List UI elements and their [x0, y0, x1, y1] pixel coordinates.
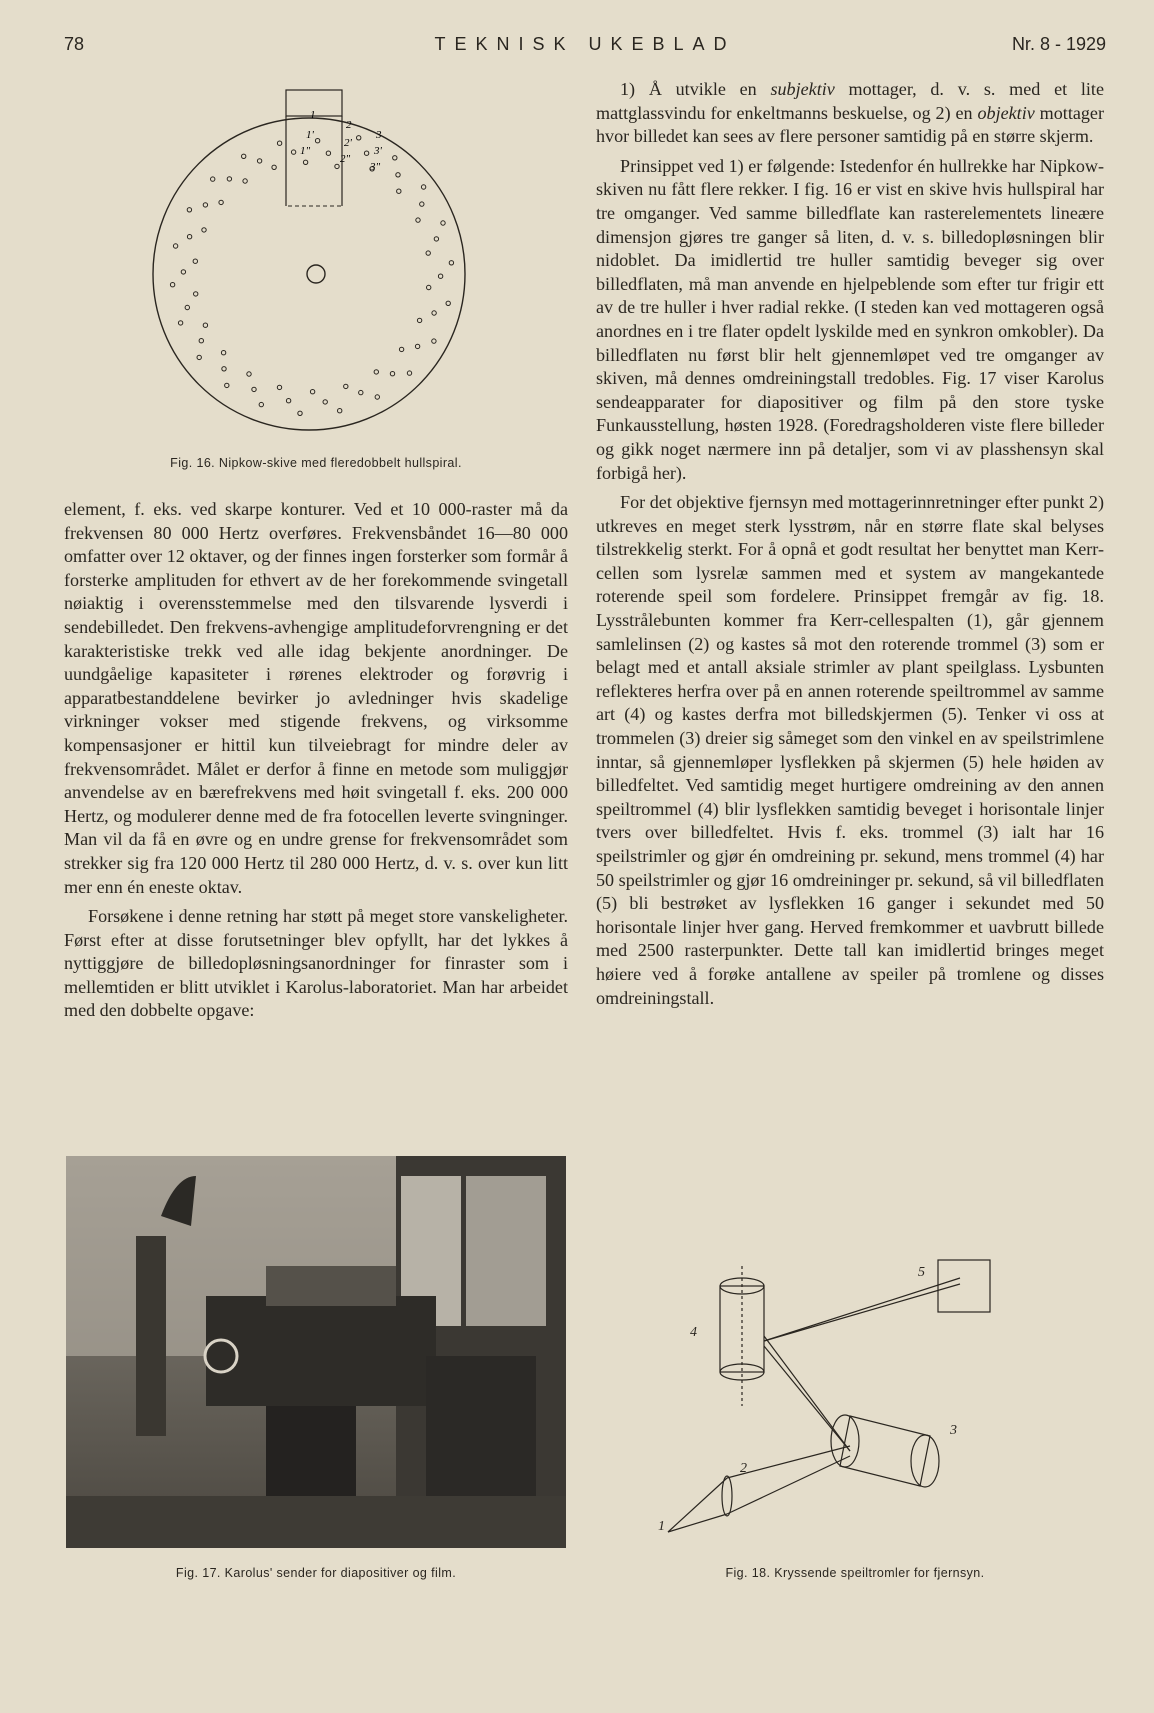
- spiral-hole: [291, 150, 295, 154]
- disc-hub: [307, 265, 325, 283]
- spiral-hole: [375, 395, 379, 399]
- spiral-hole: [310, 390, 314, 394]
- spiral-hole: [170, 283, 174, 287]
- spiral-hole: [185, 305, 189, 309]
- spiral-hole: [407, 371, 411, 375]
- spiral-hole: [187, 208, 191, 212]
- spiral-hole: [178, 321, 182, 325]
- spiral-hole: [357, 136, 361, 140]
- spiral-hole: [194, 292, 198, 296]
- label-4: 4: [690, 1325, 697, 1340]
- hole-label: 1: [310, 109, 316, 121]
- paragraph: element, f. eks. ved skarpe konturer. Ved et 10 000-raster må da frekvensen 80 000 Hertz overføres. Frekvensbåndet 16—80 000 omfatter over 12 oktaver, og der finnes ingen forsterker som formår å forsterke amplituden for ethvert av de her forekommende svingetall nøiaktig i overensstemmelse med den tilsvarende lysverdi i sendebilledet. Den frekvens-avhengige amplitudeforvrengning er det karakteristiske trekk ved alle idag bekjente anordninger. De uundgåelige kapasiteter i rørenes elektroder og forøvrig i apparatbestanddelene bevirker jo avledninger hvis skadelige virkninger vokser med stigende frekvens, og virksomme kompensasjoner er hittil kun tilveiebragt for mindre deler av frekvensområdet. Målet er derfor å finne en metode som muliggjør anvendelse av en bærefrekvens med høit svingetall f. eks. 200 000 Hertz, og modulerer denne med de fra fotocellen leverte svingninger. Man vil da få en øvre og en undre grense for frekvensområdet som strekker sig fra 120 000 Hertz til 280 000 Hertz, d. v. s. over kun litt mer enn én eneste oktav.: [64, 499, 568, 897]
- spiral-hole: [390, 372, 394, 376]
- paragraph: For det objektive fjernsyn med mottagerinnretninger efter punkt 2) utkreves en meget sterk lysstrøm, når en større flate skal belyses tilstrekkelig sterkt. For å opnå et godt resultat her benyttet man Kerr-cellen som lysrelæ sammen med et system av mangekantede roterende speil som fordelere. Prinsippet fremgår av fig. 18. Lysstrålebunten kommer fra Kerr-cellespalten (1), går gjennem samlelinsen (2) og kastes så mot den roterende trommel (3) som er belagt med et antall aksiale strimler av plant speilglass. Lysbunten reflekteres herfra over på en annen roterende speiltrommel av samme art (4) og kastes derfra mot billedskjermen (5). Tenker vi oss at trommelen (3) dreier sig såmeget som den vinkel en av speilstrimlene inntar, så gjennemløper lysflekken på skjermen (5) hele høiden av billedfeltet. Ved samtidig meget hurtigere omdreining av den annen speiltrommel (4) blir lysflekken samtidig beveget i horisontale linjer tvers over billedfeltet. Hvis f. eks. trommel (3) ialt har 16 speilstrimler og gjør én omdreining pr. sekund, mens trommel (4) har 50 speilstrimler og gjør 16 omdreininger pr. sekund, så vil billedflaten (5) bli bestrøket av lysflekken 16 ganger i sekundet med 50 horisontale linjer hver gang. Herved fremkommer et uavbrutt billede med 2500 rasterpunkter. Dette tall kan imidlertid bringes meget høiere ved å forøke antallene av speiler på tromlene og disses omdreiningstall.: [596, 492, 1104, 1008]
- spiral-hole: [323, 400, 327, 404]
- spiral-hole: [415, 344, 419, 348]
- spiral-hole: [438, 274, 442, 278]
- spiral-hole: [181, 270, 185, 274]
- hole-label: 3": [370, 161, 381, 173]
- spiral-hole: [303, 160, 307, 164]
- spiral-hole: [277, 385, 281, 389]
- figure-18-mirror-drums: [660, 1246, 1060, 1556]
- hole-label: 1": [300, 145, 311, 157]
- spiral-hole: [221, 351, 225, 355]
- hole-label: 2": [340, 153, 351, 165]
- spiral-hole: [203, 203, 207, 207]
- spiral-hole: [252, 387, 256, 391]
- left-column: [64, 498, 568, 1023]
- page-header: [64, 34, 1106, 60]
- figure-17-caption: Fig. 17. Karolus' sender for diapositiver og film.: [175, 1566, 457, 1580]
- spiral-hole: [335, 164, 339, 168]
- spiral-hole: [344, 384, 348, 388]
- spiral-hole: [374, 370, 378, 374]
- hole-label: 3: [376, 129, 382, 141]
- disc-outline: [153, 118, 465, 430]
- right-column: [596, 78, 1104, 1010]
- spiral-hole: [326, 151, 330, 155]
- spiral-hole: [286, 399, 290, 403]
- paragraph: Prinsippet ved 1) er følgende: Istedenfor én hullrekke har Nipkow-skiven nu fått flere rekker. I fig. 16 er vist en skive hvis hullspiral har tre omganger. Ved samme billedflate kan rasterelementets lineære dimensjon gjøres tre ganger så liten, d. v. s. billedopløsningen blir nidoblet. Da imidlertid tre huller samtidig beveger sig over billedflaten, må man anvende en hjelpeblende som efter tur frigir ett av de tre huller i hver radial rekke. (I steden kan ved mottageren også anordnes en i tre flater opdelt lyskilde med en synkron omkobler). Da billedflaten nu først blir helt gjennemløpet ved tre omganger av skiven, må dennes omdreiningstall tredobles. Fig. 17 viser Karolus sendeapparater for diapositiver og film på den store tyske Funkausstellung, høsten 1928. (Foredragsholderen viste flere billeder og gikk noget nærmere inn på detaljer, som vi av plasshensyn skal forbigå her).: [596, 155, 1104, 483]
- spiral-hole: [243, 179, 247, 183]
- spiral-hole: [173, 244, 177, 248]
- spiral-hole: [446, 301, 450, 305]
- spiral-hole: [434, 237, 438, 241]
- figure-16-nipkow-disc: [148, 88, 470, 440]
- spiral-hole: [417, 318, 421, 322]
- image-field: [286, 116, 342, 206]
- spiral-hole: [426, 251, 430, 255]
- spiral-hole: [449, 261, 453, 265]
- paragraph: Forsøkene i denne retning har støtt på meget store vanskeligheter. Først efter at disse forutsetninger blev opfyllt, har det lykkes å nyttiggjøre de billedopløsningsanordninger for finraster som i mellemtiden er blitt utviklet i Karolus-laboratoriet. Man har arbeidet med den dobbelte opgave:: [64, 906, 568, 1021]
- issue-number: Nr. 8 - 1929: [1011, 34, 1106, 54]
- spiral-hole: [193, 259, 197, 263]
- spiral-hole: [416, 218, 420, 222]
- hole-label: 1': [306, 129, 314, 141]
- spiral-hole: [359, 390, 363, 394]
- label-5: 5: [918, 1265, 925, 1280]
- figure-16-caption: Fig. 16. Nipkow-skive med fleredobbelt hullspiral.: [170, 456, 462, 470]
- journal-title: TEKNISK UKEBLAD: [434, 34, 736, 54]
- spiral-hole: [197, 355, 201, 359]
- spiral-hole: [242, 154, 246, 158]
- screen-5: [938, 1260, 990, 1312]
- spiral-hole: [420, 202, 424, 206]
- figure-18-caption: Fig. 18. Kryssende speiltromler for fjernsyn.: [725, 1566, 985, 1580]
- spiral-hole: [199, 339, 203, 343]
- spiral-hole: [202, 228, 206, 232]
- spiral-hole: [277, 141, 281, 145]
- spiral-hole: [222, 367, 226, 371]
- spiral-hole: [211, 177, 215, 181]
- hole-label: 2: [346, 119, 352, 131]
- spiral-hole: [421, 185, 425, 189]
- spiral-hole: [338, 409, 342, 413]
- spiral-hole: [259, 402, 263, 406]
- spiral-hole: [397, 189, 401, 193]
- spiral-hole: [247, 372, 251, 376]
- spiral-hole: [257, 159, 261, 163]
- spiral-hole: [432, 311, 436, 315]
- spiral-hole: [227, 177, 231, 181]
- label-3: 3: [950, 1423, 957, 1438]
- spiral-hole: [432, 339, 436, 343]
- spiral-hole: [393, 156, 397, 160]
- spiral-holes: [170, 136, 453, 416]
- spiral-hole: [272, 165, 276, 169]
- label-2: 2: [740, 1461, 747, 1476]
- spiral-hole: [364, 151, 368, 155]
- spiral-hole: [427, 285, 431, 289]
- spiral-hole: [187, 235, 191, 239]
- label-1: 1: [658, 1519, 665, 1534]
- spiral-hole: [203, 323, 207, 327]
- paragraph: 1) Å utvikle en subjektiv mottager, d. v. s. med et lite mattglassvindu for enkeltmanns beskuelse, og 2) en objektiv mottager hvor billedet kan sees av flere personer samtidig på en større skjerm.: [596, 79, 1104, 147]
- hole-label: 2': [344, 137, 352, 149]
- spiral-hole: [396, 173, 400, 177]
- drum-3: [840, 1416, 930, 1486]
- spiral-hole: [315, 139, 319, 143]
- spiral-hole: [219, 200, 223, 204]
- spiral-hole: [441, 221, 445, 225]
- hole-label: 3': [374, 145, 382, 157]
- spiral-hole: [399, 347, 403, 351]
- page-number: 78: [64, 34, 85, 54]
- spiral-hole: [298, 411, 302, 415]
- spiral-hole: [225, 383, 229, 387]
- figure-17-photo: [66, 1156, 566, 1548]
